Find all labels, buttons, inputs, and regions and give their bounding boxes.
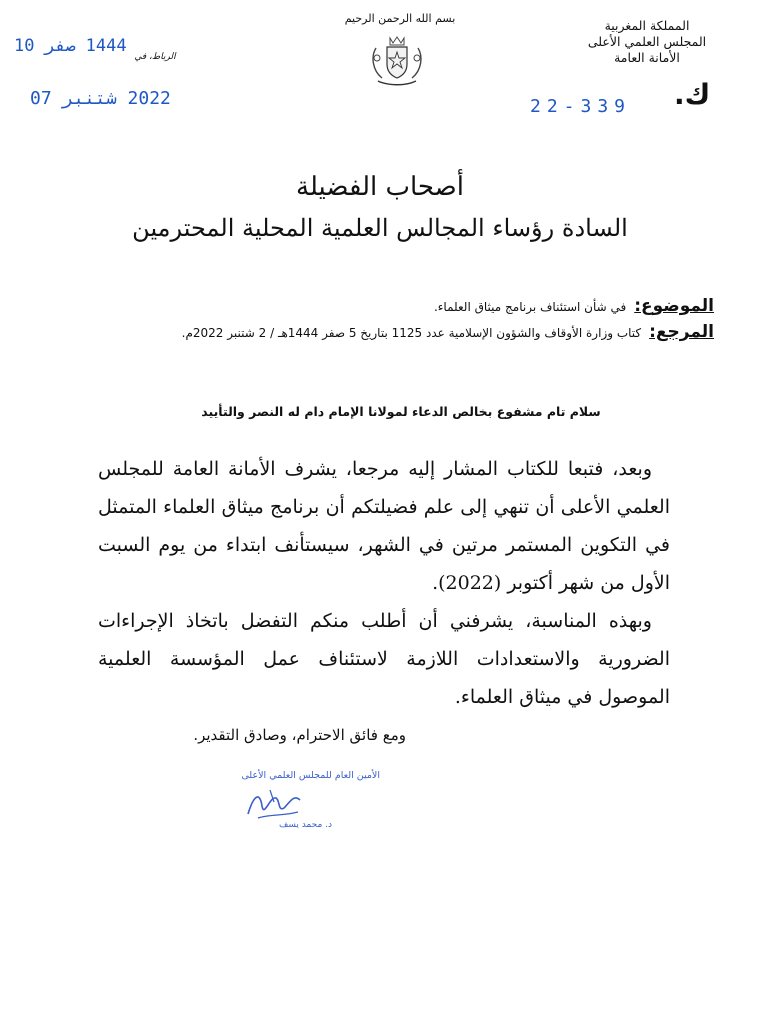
basmala: بسم الله الرحمن الرحيم [344, 12, 456, 25]
reference-number-stamp: 22-339 [530, 96, 632, 117]
reference-text: كتاب وزارة الأوقاف والشؤون الإسلامية عدد 1125 بتاريخ 5 صفر 1444هـ / 2 شتنبر 2022م. [181, 326, 642, 340]
reference-prefix: ك. [674, 78, 711, 111]
closing-line: ومع فائق الاحترام، وصادق التقدير. [193, 726, 406, 744]
addressee-salutation: أصحاب الفضيلة [296, 172, 464, 202]
signatory-name: د. محمد يسف [279, 820, 332, 830]
addressee-title: السادة رؤساء المجالس العلمية المحلية المحترمين [132, 214, 628, 242]
reference-row [182, 322, 714, 342]
subject-row [434, 296, 714, 316]
subject-label: الموضوع: [634, 296, 714, 316]
letter-body [98, 450, 670, 716]
issuing-authority [562, 18, 732, 66]
kingdom-name: المملكة المغربية [604, 18, 690, 33]
greeting: سلام تام مشفوع بخالص الدعاء لمولانا الإمام دام له النصر والتأييد [201, 404, 601, 419]
moroccan-coat-of-arms-emblem [368, 34, 426, 88]
hijri-date-stamp: 1444 صفر 10 [14, 36, 127, 56]
secretariat-name: الأمانة العامة [614, 50, 680, 65]
council-name: المجلس العلمي الأعلى [587, 34, 707, 49]
signatory-title: الأمين العام للمجلس العلمي الأعلى [241, 770, 380, 781]
subject-text: في شأن استئناف برنامج ميثاق العلماء. [433, 300, 627, 314]
body-paragraph-1: وبعد، فتبعا للكتاب المشار إليه مرجعا، يشرف الأمانة العامة للمجلس العلمي الأعلى أن تنهي إلى علم فضيلتكم أن برنامج ميثاق العلماء المتمثل في التكوين المستمر مرتين في الشهر، سيستأنف ابتداء من يوم السبت الأول من شهر أكتوبر (2022). [98, 458, 670, 594]
gregorian-date-stamp: 2022 شتنبر 07 [30, 88, 171, 109]
handwritten-signature [240, 784, 310, 824]
body-paragraph-2: وبهذه المناسبة، يشرفني أن أطلب منكم التفضل باتخاذ الإجراءات الضرورية والاستعدادات اللازمة لاستئناف عمل المؤسسة العلمية الموصول في ميثاق العلماء. [98, 610, 670, 708]
place-label: الرباط، في [134, 52, 176, 62]
reference-label: المرجع: [649, 322, 714, 342]
